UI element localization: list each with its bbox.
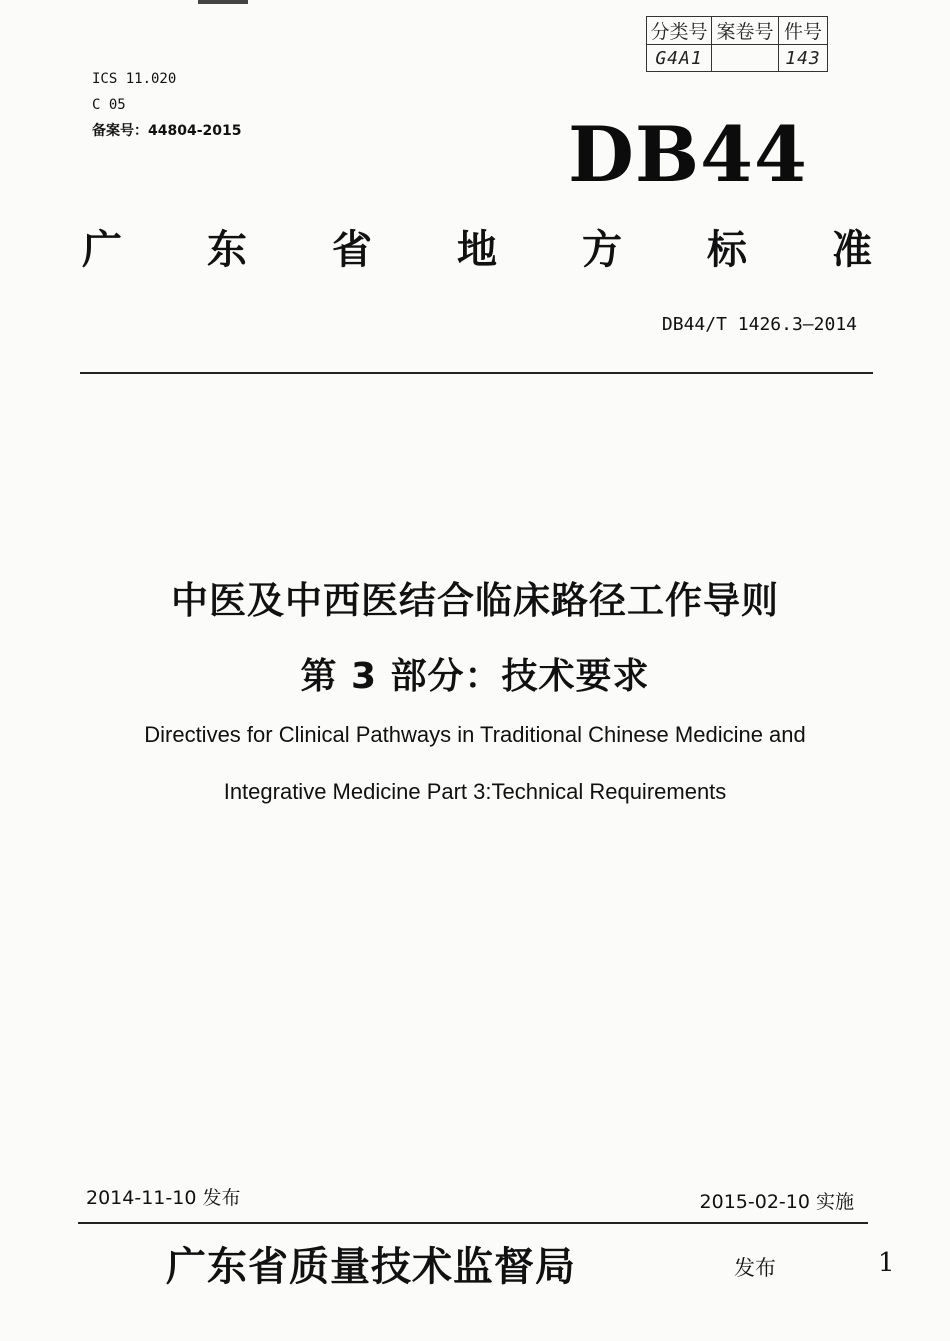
ics-code: ICS 11.020 [92,71,177,87]
archive-record-stamp [646,16,828,72]
category-char: 广 [82,226,122,273]
category-char: 东 [207,226,247,273]
stamp-value-item: 143 [779,45,828,72]
stamp-header-file: 案卷号 [712,17,779,45]
category-char: 地 [457,226,497,273]
scan-mark [198,0,248,4]
stamp-header-category: 分类号 [647,17,712,45]
issue-label: 发布 [734,1256,776,1280]
page-number: 1 [878,1248,895,1278]
category-char: 准 [832,226,872,273]
standard-category [82,218,872,275]
category-char: 标 [707,226,747,273]
stamp-value-file [712,45,779,72]
category-char: 方 [582,226,622,273]
header-divider [80,372,873,374]
standard-number: DB44/T 1426.3—2014 [661,314,857,335]
stamp-value-category: G4A1 [647,45,712,72]
title-chinese-line2: 第 3 部分：技术要求 [300,656,650,697]
ccs-code: C 05 [92,97,126,113]
standard-code-logo: DB44 [568,110,808,199]
category-char: 省 [332,226,372,273]
title-chinese-line1: 中医及中西医结合临床路径工作导则 [171,579,779,622]
record-number: 备案号：44804-2015 [92,123,242,139]
footer-divider [78,1222,868,1224]
title-english-line2: Integrative Medicine Part 3:Technical Requirements [223,779,727,804]
stamp-header-item: 件号 [779,17,828,45]
issuing-authority: 广东省质量技术监督局 [166,1243,576,1290]
classification-block [92,66,241,144]
publish-date: 2014-11-10 发布 [86,1187,241,1209]
implement-date: 2015-02-10 实施 [699,1191,854,1213]
title-english-line1: Directives for Clinical Pathways in Traditional Chinese Medicine and [144,722,806,747]
